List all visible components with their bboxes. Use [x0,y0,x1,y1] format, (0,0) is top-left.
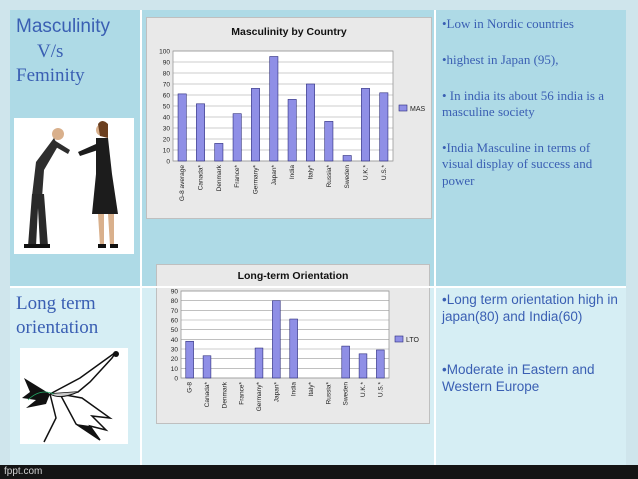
y-tick-label: 70 [162,81,170,89]
y-tick-label: 30 [162,125,170,133]
bar [196,104,204,161]
y-tick-label: 90 [162,59,170,67]
bar [251,88,259,161]
legend-swatch [399,105,407,111]
x-tick-label: G-8 [186,382,194,393]
x-tick-label: India [289,165,297,180]
chart-title: Long-term Orientation [237,270,349,282]
x-tick-label: Sweden [342,382,350,406]
row2-bullet-1: •Long term orientation high in japan(80) and India(60) [442,292,618,324]
bar [290,319,298,378]
row1-bullet-1: •Low in Nordic countries [442,16,574,31]
x-tick-label: U.K.* [362,165,370,181]
x-tick-label: U.S.* [380,165,388,181]
x-tick-label: Denmark [221,382,229,409]
y-tick-label: 50 [162,103,170,111]
bar [306,84,314,161]
y-tick-label: 70 [170,307,178,315]
x-tick-label: G-8 average [179,165,187,202]
footer-bar [0,465,638,479]
x-tick-label: India [290,382,298,397]
flying-crane-picture [20,348,128,444]
row2-title: Long term orientation [16,293,99,338]
row1-bullet-2: •highest in Japan (95), [442,52,559,67]
x-tick-label: Russia* [325,165,333,188]
bar [203,356,211,378]
business-greeting-picture [14,118,134,254]
chart-title: Masculinity by Country [231,26,347,38]
y-tick-label: 50 [170,327,178,335]
bar [233,114,241,161]
grid-line [140,10,142,465]
y-tick-label: 80 [162,70,170,78]
long-term-orientation-chart [156,264,430,424]
bar [215,143,223,161]
y-tick-label: 20 [162,136,170,144]
y-tick-label: 0 [166,158,170,166]
x-tick-label: Germany* [256,382,263,412]
bar [376,350,384,378]
x-tick-label: Canada* [197,165,205,191]
legend-label: MAS [410,106,426,113]
row1-title-line1: Masculinity [16,16,110,37]
x-tick-label: Italy* [307,165,315,180]
y-tick-label: 90 [170,288,178,296]
legend-swatch [395,336,403,342]
bar [359,354,367,378]
bar [343,156,351,162]
y-tick-label: 60 [170,317,178,325]
y-tick-label: 60 [162,92,170,100]
grid-line [434,10,436,465]
x-tick-label: Canada* [204,382,211,408]
masculinity-chart [146,17,432,219]
bar [342,346,350,378]
row1-title-line2: V/s [37,41,64,62]
y-tick-label: 20 [170,356,178,364]
bar [325,121,333,161]
row2-bullet-2: •Moderate in Eastern and Western Europe [442,362,595,394]
x-tick-label: Sweden [344,165,352,189]
legend-label: LTO [406,337,419,344]
y-tick-label: 100 [159,48,170,56]
x-tick-label: Japan* [270,165,278,186]
bar [380,93,388,161]
x-tick-label: Denmark [215,165,223,192]
bar [186,341,194,378]
y-tick-label: 10 [162,147,170,155]
y-tick-label: 40 [162,114,170,122]
x-tick-label: Germany* [252,165,260,195]
plot-area [181,291,389,378]
x-tick-label: Japan* [273,382,281,403]
y-tick-label: 40 [170,336,178,344]
bar [272,301,280,378]
x-tick-label: Italy* [308,382,315,397]
x-tick-label: U.S.* [377,382,385,398]
row1-bullet-3: • In india its about 56 india is a masculine society [442,88,604,120]
row1-title-line3: Feminity [16,65,85,86]
y-tick-label: 80 [170,298,178,306]
grid-line [10,286,626,288]
x-tick-label: U.K.* [360,382,367,398]
x-tick-label: Russia* [325,382,333,405]
footer-brand: fppt.com [4,466,43,477]
y-tick-label: 30 [170,346,178,354]
bar [288,99,296,161]
bar [178,94,186,161]
bar [270,57,278,162]
y-tick-label: 10 [170,365,178,373]
x-tick-label: France* [234,165,242,188]
bar [255,348,263,378]
row1-bullet-4: •India Masculine in terms of visual display of success and power [442,140,593,188]
x-tick-label: France* [238,382,246,405]
y-tick-label: 0 [174,375,178,383]
bar [361,88,369,161]
